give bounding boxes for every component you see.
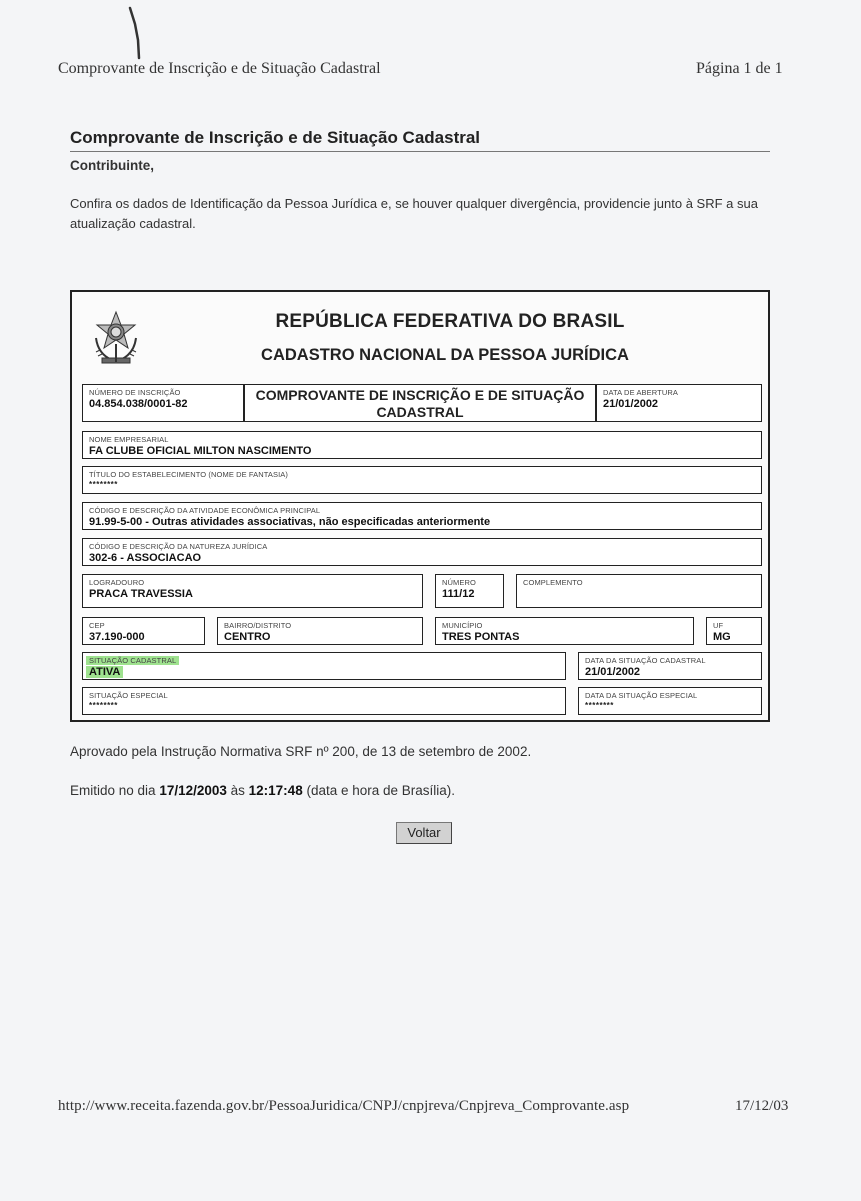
cep-value: 37.190-000	[89, 631, 145, 643]
situacao-cadastral-label: SITUAÇÃO CADASTRAL	[86, 656, 179, 665]
field-numero: NÚMERO 111/12	[435, 574, 504, 608]
field-natureza-juridica: CÓDIGO E DESCRIÇÃO DA NATUREZA JURÍDICA 302-6 - ASSOCIACAO	[82, 538, 762, 566]
municipio-value: TRES PONTAS	[442, 631, 520, 643]
logradouro-value: PRACA TRAVESSIA	[89, 588, 193, 600]
field-complemento: COMPLEMENTO	[516, 574, 762, 608]
intro-text: Confira os dados de Identificação da Pessoa Jurídica e, se houver qualquer divergência, providencie junto à SRF a sua atualização cadastral.	[70, 196, 758, 231]
field-nome-empresarial: NOME EMPRESARIAL FA CLUBE OFICIAL MILTON NASCIMENTO	[82, 431, 762, 459]
title-divider	[70, 151, 770, 152]
uf-value: MG	[713, 631, 731, 643]
natureza-juridica-value: 302-6 - ASSOCIACAO	[89, 552, 202, 564]
field-data-situacao-cadastral: DATA DA SITUAÇÃO CADASTRAL 21/01/2002	[578, 652, 762, 680]
voltar-button[interactable]: Voltar	[396, 822, 452, 844]
field-titulo-estabelecimento: TÍTULO DO ESTABELECIMENTO (NOME DE FANTASIA) ********	[82, 466, 762, 494]
titulo-estabelecimento-value: ********	[89, 480, 118, 489]
situacao-cadastral-value: ATIVA	[86, 666, 123, 678]
nome-empresarial-value: FA CLUBE OFICIAL MILTON NASCIMENTO	[89, 445, 312, 457]
emitido-time: 12:17:48	[248, 783, 303, 798]
situacao-especial-value: ********	[89, 701, 118, 710]
field-situacao-especial: SITUAÇÃO ESPECIAL ********	[82, 687, 566, 715]
field-atividade-principal: CÓDIGO E DESCRIÇÃO DA ATIVIDADE ECONÔMICA PRINCIPAL 91.99-5-00 - Outras atividades associativas, não especificadas anteriormente	[82, 502, 762, 530]
field-uf: UF MG	[706, 617, 762, 645]
atividade-principal-value: 91.99-5-00 - Outras atividades associativas, não especificadas anteriormente	[89, 516, 491, 528]
republic-heading: REPÚBLICA FEDERATIVA DO BRASIL	[275, 311, 625, 332]
bairro-value: CENTRO	[224, 631, 271, 643]
data-situacao-especial-value: ********	[585, 701, 614, 710]
numero-value: 111/12	[442, 588, 475, 600]
aprovado-text: Aprovado pela Instrução Normativa SRF nº 200, de 13 de setembro de 2002.	[70, 744, 532, 759]
numero-inscricao-value: 04.854.038/0001-82	[89, 398, 188, 410]
data-situacao-cadastral-value: 21/01/2002	[585, 666, 641, 678]
print-footer-url: http://www.receita.fazenda.gov.br/PessoaJuridica/CNPJ/cnpjreva/Cnpjreva_Comprovante.asp	[58, 1098, 630, 1114]
print-header-title: Comprovante de Inscrição e de Situação Cadastral	[58, 60, 381, 77]
field-municipio: MUNICÍPIO TRES PONTAS	[435, 617, 694, 645]
emitido-date: 17/12/2003	[159, 783, 227, 798]
cadastro-heading: CADASTRO NACIONAL DA PESSOA JURÍDICA	[261, 346, 629, 364]
field-logradouro: LOGRADOURO PRACA TRAVESSIA	[82, 574, 423, 608]
pen-mark-icon	[126, 6, 146, 62]
field-data-abertura: DATA DE ABERTURA 21/01/2002	[596, 384, 762, 422]
print-footer-date: 17/12/03	[735, 1098, 789, 1114]
field-data-situacao-especial: DATA DA SITUAÇÃO ESPECIAL ********	[578, 687, 762, 715]
emitido-text: Emitido no dia 17/12/2003 às 12:17:48 (data e hora de Brasília).	[70, 783, 456, 798]
greeting: Contribuinte,	[70, 158, 154, 173]
page-title: Comprovante de Inscrição e de Situação Cadastral	[70, 128, 481, 147]
print-header-page: Página 1 de 1	[696, 60, 783, 77]
field-bairro: BAIRRO/DISTRITO CENTRO	[217, 617, 423, 645]
field-cep: CEP 37.190-000	[82, 617, 205, 645]
data-abertura-value: 21/01/2002	[603, 398, 659, 410]
document-heading: COMPROVANTE DE INSCRIÇÃO E DE SITUAÇÃO CADASTRAL	[244, 384, 596, 422]
field-numero-inscricao: NÚMERO DE INSCRIÇÃO 04.854.038/0001-82	[82, 384, 244, 422]
field-situacao-cadastral	[82, 652, 566, 680]
